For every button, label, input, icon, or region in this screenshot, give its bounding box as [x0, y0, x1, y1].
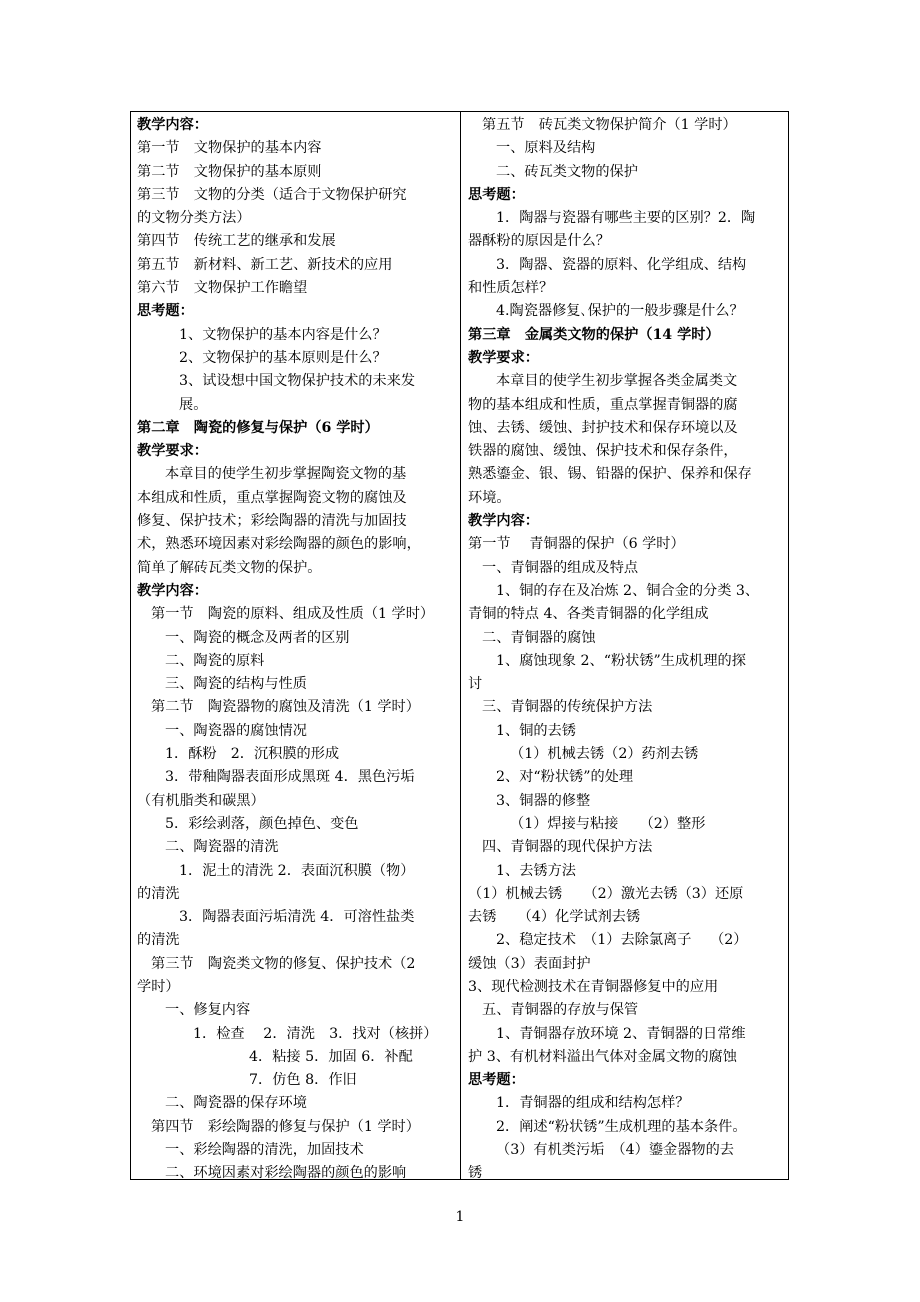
text-line: 3、铜器的修整: [496, 792, 591, 809]
text-line: 一、陶瓷的概念及两者的区别: [165, 629, 350, 646]
text-line: 1、文物保护的基本内容是什么？: [179, 326, 387, 343]
text-line: （3）有机类污垢 （4）鎏金器物的去: [496, 1142, 734, 1159]
text-line: 物的基本组成和性质，重点掌握青铜器的腐: [468, 396, 738, 413]
text-line: 第五节 砖瓦类文物保护简介（1 学时）: [482, 117, 737, 133]
text-line: 第一节 青铜器的保护（6 学时）: [468, 536, 685, 553]
text-line: 缓蚀（3）表面封护: [468, 955, 591, 972]
section-heading: 教学要求：: [137, 443, 208, 460]
text-line: 5．彩绘剥落，颜色掉色、变色: [165, 815, 359, 832]
section-heading: 教学内容：: [137, 582, 208, 599]
text-line: 三、青铜器的传统保护方法: [482, 699, 653, 716]
text-line: 铁器的腐蚀、缓蚀、保护技术和保存条件，: [468, 443, 738, 460]
text-line: 四、青铜器的现代保护方法: [482, 839, 653, 856]
text-line: 第一节 文物保护的基本内容: [137, 140, 322, 157]
text-line: 一、彩绘陶器的清洗，加固技术: [165, 1142, 364, 1159]
text-line: 一、修复内容: [165, 1002, 251, 1019]
text-line: 1．检查 2．清洗 3．找对（核拼）: [193, 1025, 438, 1042]
text-line: 三、陶瓷的结构与性质: [165, 676, 307, 693]
text-line: 2．阐述“粉状锈”生成机理的基本条件。: [496, 1118, 747, 1135]
text-line: 第四节 传统工艺的继承和发展: [137, 233, 336, 250]
text-line: 3．陶器、瓷器的原料、化学组成、结构: [496, 256, 747, 273]
syllabus-table: [130, 111, 789, 1180]
column-divider: [460, 112, 461, 1179]
section-heading: 思考题：: [468, 186, 525, 203]
text-line: 本组成和性质，重点掌握陶瓷文物的腐蚀及: [137, 489, 407, 506]
text-line: 第三节 陶瓷类文物的修复、保护技术（2: [151, 955, 416, 972]
text-line: 二、陶瓷的原料: [165, 652, 265, 669]
text-line: 3、现代检测技术在青铜器修复中的应用: [468, 978, 719, 995]
text-line: 环境。: [468, 489, 511, 506]
text-line: 1、铜的存在及冶炼 2、铜合金的分类 3、: [496, 582, 760, 599]
text-line: 和性质怎样？: [468, 280, 554, 297]
text-line: 二、陶瓷器的清洗: [165, 839, 279, 856]
text-line: 二、青铜器的腐蚀: [482, 629, 596, 646]
text-line: 2、稳定技术 （1）去除氯离子 （2）: [496, 932, 748, 949]
text-line: 锈: [468, 1165, 483, 1182]
text-line: 护 3、有机材料溢出气体对金属文物的腐蚀: [468, 1048, 737, 1065]
section-heading: 教学内容：: [137, 117, 208, 133]
text-line: 的清洗: [137, 885, 180, 902]
text-line: 1、铜的去锈: [496, 722, 576, 739]
text-line: 一、原料及结构: [496, 140, 596, 157]
section-heading: 第三章 金属类文物的保护（14 学时）: [468, 326, 720, 343]
text-line: 第四节 彩绘陶器的修复与保护（1 学时）: [151, 1118, 420, 1135]
text-line: 2、文物保护的基本原则是什么？: [179, 349, 387, 366]
text-line: 去锈 （4）化学试剂去锈: [468, 909, 641, 926]
text-line: 本章目的使学生初步掌握各类金属类文: [496, 373, 738, 390]
text-line: 第五节 新材料、新工艺、新技术的应用: [137, 256, 393, 273]
text-line: 本章目的使学生初步掌握陶瓷文物的基: [165, 466, 407, 483]
text-line: （1）机械去锈（2）药剂去锈: [510, 746, 699, 763]
text-line: 器酥粉的原因是什么？: [468, 233, 610, 250]
text-line: 第一节 陶瓷的原料、组成及性质（1 学时）: [151, 606, 435, 623]
text-line: （有机脂类和碳黑）: [137, 792, 265, 809]
section-heading: 思考题：: [468, 1072, 525, 1089]
text-line: 二、陶瓷器的保存环境: [165, 1095, 307, 1112]
text-line: （1）焊接与粘接 （2）整形: [510, 815, 706, 832]
text-line: 1．酥粉 2．沉积膜的形成: [165, 746, 340, 763]
text-line: 讨: [468, 676, 483, 693]
text-line: 1．陶器与瓷器有哪些主要的区别？2．陶: [496, 210, 756, 227]
text-line: 二、环境因素对彩绘陶器的颜色的影响: [165, 1165, 407, 1182]
text-line: 4．粘接 5．加固 6．补配: [249, 1048, 413, 1065]
section-heading: 教学内容：: [468, 513, 539, 530]
text-line: 7．仿色 8．作旧: [249, 1072, 357, 1089]
text-line: 五、青铜器的存放与保管: [482, 1002, 639, 1019]
text-line: 一、陶瓷器的腐蚀情况: [165, 722, 307, 739]
text-line: 3．带釉陶器表面形成黑斑 4．黑色污垢: [165, 769, 415, 786]
text-line: 3、试设想中国文物保护技术的未来发: [179, 373, 416, 390]
text-line: 2、对“粉状锈”的处理: [496, 769, 634, 786]
text-line: 熟悉鎏金、银、锡、铅器的保护、保养和保存: [468, 466, 752, 483]
text-line: 第二节 陶瓷器物的腐蚀及清洗（1 学时）: [151, 699, 420, 716]
text-line: 的清洗: [137, 932, 180, 949]
text-line: 第六节 文物保护工作瞻望: [137, 280, 308, 297]
text-line: 第三节 文物的分类（适合于文物保护研究: [137, 186, 407, 203]
text-line: （1）机械去锈 （2）激光去锈（3）还原: [468, 885, 744, 902]
text-line: 展。: [179, 396, 208, 413]
text-line: 一、青铜器的组成及特点: [482, 559, 639, 576]
text-line: 二、砖瓦类文物的保护: [496, 163, 638, 180]
text-line: 青铜的特点 4、各类青铜器的化学组成: [468, 606, 709, 623]
text-line: 1、腐蚀现象 2、“粉状锈”生成机理的探: [496, 652, 746, 669]
section-heading: 思考题：: [137, 303, 194, 320]
text-line: 第二节 文物保护的基本原则: [137, 163, 322, 180]
text-line: 3．陶器表面污垢清洗 4．可溶性盐类: [179, 909, 415, 926]
text-line: 1、去锈方法: [496, 862, 576, 879]
text-line: 的文物分类方法）: [137, 210, 251, 227]
text-line: 学时）: [137, 978, 180, 995]
text-line: 术，熟悉环境因素对彩绘陶器的颜色的影响，: [137, 536, 421, 553]
text-line: 修复、保护技术；彩绘陶器的清洗与加固技: [137, 513, 407, 530]
text-line: 简单了解砖瓦类文物的保护。: [137, 559, 322, 576]
text-line: 1、青铜器存放环境 2、青铜器的日常维: [496, 1025, 746, 1042]
text-line: 蚀、去锈、缓蚀、封护技术和保存环境以及: [468, 419, 738, 436]
text-line: 1．泥土的清洗 2．表面沉积膜（物）: [179, 862, 415, 879]
page-number: 1: [455, 1209, 465, 1225]
text-line: 4.陶瓷器修复､保护的一般步骤是什么？: [496, 303, 744, 320]
right-column: [468, 114, 785, 1186]
text-line: 1．青铜器的组成和结构怎样？: [496, 1095, 690, 1112]
section-heading: 第二章 陶瓷的修复与保护（6 学时）: [137, 419, 379, 436]
section-heading: 教学要求：: [468, 349, 539, 366]
left-column: [137, 114, 455, 1186]
